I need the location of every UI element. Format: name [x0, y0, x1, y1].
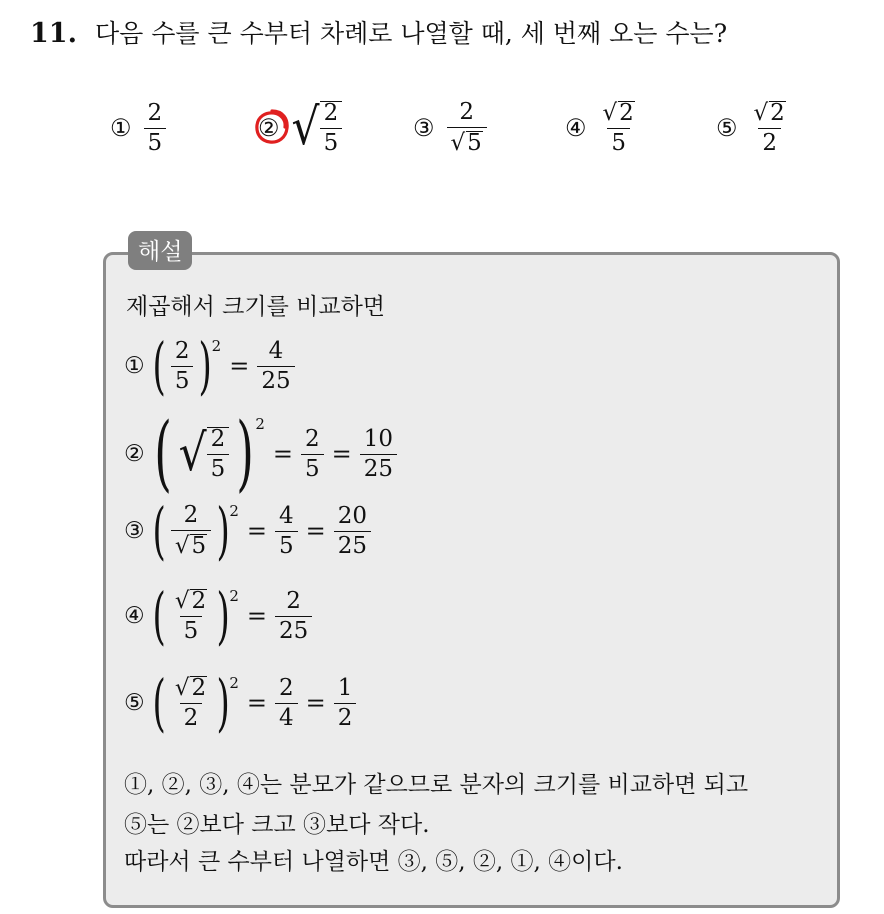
choice-3-mark: ③ — [413, 114, 435, 142]
solution-intro: 제곱해서 크기를 비교하면 — [126, 294, 386, 320]
choice-4[interactable] — [565, 88, 639, 168]
question-text: 다음 수를 큰 수부터 차례로 나열할 때, 세 번째 오는 수는? — [94, 19, 728, 48]
choice-2[interactable] — [258, 88, 342, 168]
choice-4-value: $\frac{√2}{5}$ — [602, 100, 634, 156]
choice-4-mark: ④ — [565, 114, 587, 142]
choice-5-value: $\frac{√2}{2}$ — [753, 100, 785, 156]
choice-5-mark: ⑤ — [716, 114, 738, 142]
conclusion-line-2: ⑤는 ②보다 크고 ③보다 작다. — [124, 812, 430, 838]
solution-step-2: ② ( √ $\frac{2}{5}$ ) 2 = $\frac{2}{5}$ = $\frac{10}{25}$ — [124, 413, 397, 495]
solution-step-3: ③ ( $\frac{2}{√5}$ ) 2 = $\frac{4}{5}$ = $\frac{20}{25}$ — [124, 500, 371, 562]
solution-step-5: ⑤ ( $\frac{√2}{2}$ ) 2 = $\frac{2}{4}$ = $\frac{1}{2}$ — [124, 672, 356, 734]
choice-1-value: $\frac{2}{5}$ — [144, 102, 167, 155]
choice-3[interactable] — [413, 88, 487, 168]
solution-tag: 해설 — [128, 231, 192, 270]
answer-choices — [0, 88, 884, 168]
conclusion-line-3: 따라서 큰 수부터 나열하면 ③, ⑤, ②, ①, ④이다. — [124, 849, 623, 875]
solution-step-1: ① ( $\frac{2}{5}$ ) 2 = $\frac{4}{25}$ — [124, 335, 295, 397]
solution-step-4: ④ ( $\frac{√2}{5}$ ) 2 = $\frac{2}{25}$ — [124, 585, 312, 647]
choice-1[interactable] — [110, 88, 166, 168]
choice-1-mark: ① — [110, 114, 132, 142]
choice-2-mark: ② — [258, 114, 280, 142]
question — [30, 14, 727, 50]
choice-3-value: $\frac{2}{√5}$ — [447, 101, 487, 155]
question-number: 11. — [30, 18, 77, 49]
choice-2-value: √ $\frac{2}{5}$ — [292, 101, 343, 155]
choice-5[interactable] — [716, 88, 790, 168]
conclusion-line-1: ①, ②, ③, ④는 분모가 같으므로 분자의 크기를 비교하면 되고 — [124, 772, 749, 798]
